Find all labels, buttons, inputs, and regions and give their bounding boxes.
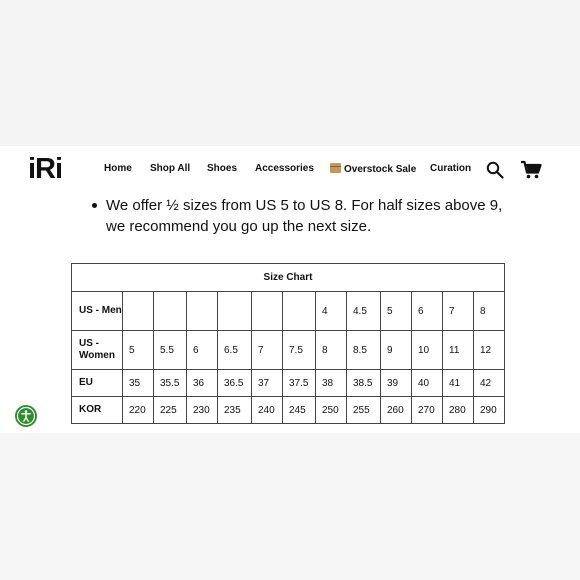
nav-item-accessories[interactable]: Accessories [255,163,314,174]
table-cell [187,292,218,331]
table-cell: 42 [474,370,505,397]
table-cell: 225 [154,397,187,424]
table-cell: 260 [381,397,412,424]
table-cell: 5 [381,292,412,331]
table-cell: 37.5 [283,370,316,397]
table-cell: 7 [443,292,474,331]
table-cell: 250 [316,397,347,424]
table-cell: 6 [412,292,443,331]
row-header-eu: EU [72,370,123,397]
row-header-kor: KOR [72,397,123,424]
table-cell: 36.5 [218,370,252,397]
search-icon[interactable] [486,161,504,179]
table-cell: 4.5 [347,292,381,331]
table-row-kor [72,397,505,424]
table-cell: 8.5 [347,331,381,370]
table-row-us-men [72,292,505,331]
table-row-eu [72,370,505,397]
table-cell: 7 [252,331,283,370]
table-cell: 38.5 [347,370,381,397]
table-cell: 36 [187,370,218,397]
table-cell: 220 [123,397,154,424]
table-cell: 6 [187,331,218,370]
table-cell [252,292,283,331]
table-cell: 38 [316,370,347,397]
bullet-point [92,203,97,208]
package-emoji-icon [330,163,341,173]
table-cell: 270 [412,397,443,424]
table-cell: 35 [123,370,154,397]
table-cell: 40 [412,370,443,397]
table-cell [123,292,154,331]
table-cell: 5.5 [154,331,187,370]
table-cell: 290 [474,397,505,424]
page-panel [0,146,580,433]
table-cell: 6.5 [218,331,252,370]
table-cell: 10 [412,331,443,370]
table-cell: 245 [283,397,316,424]
brand-logo[interactable]: iRi [28,153,63,185]
table-cell: 39 [381,370,412,397]
table-cell: 7.5 [283,331,316,370]
table-cell: 4 [316,292,347,331]
half-size-note: We offer ½ sizes from US 5 to US 8. For half sizes above 9, we recommend you go up the next size. [106,197,503,235]
nav-item-overstock-sale-label: Overstock Sale [344,164,417,175]
row-header-us-men: US - Men [72,292,123,331]
table-cell: 240 [252,397,283,424]
table-cell: 5 [123,331,154,370]
table-cell: 230 [187,397,218,424]
table-cell [218,292,252,331]
cart-icon[interactable] [520,160,542,180]
row-header-us-women: US - Women [72,331,123,370]
top-background [0,0,580,146]
accessibility-icon [15,405,37,427]
table-cell [283,292,316,331]
table-cell: 12 [474,331,505,370]
nav-item-home[interactable]: Home [104,163,132,174]
bottom-background [0,433,580,580]
table-cell: 9 [381,331,412,370]
table-row-us-women [72,331,505,370]
nav-item-shop-all[interactable]: Shop All [150,163,191,174]
nav-item-curation[interactable]: Curation [430,163,472,174]
table-cell: 280 [443,397,474,424]
size-chart-table [71,263,505,424]
nav-item-overstock-sale[interactable] [330,163,416,175]
size-chart-title: Size Chart [72,264,505,292]
nav-item-shoes[interactable]: Shoes [207,163,238,174]
table-cell: 8 [474,292,505,331]
table-cell: 41 [443,370,474,397]
table-cell: 255 [347,397,381,424]
table-cell: 235 [218,397,252,424]
accessibility-button[interactable] [15,405,37,427]
table-cell: 8 [316,331,347,370]
table-cell: 11 [443,331,474,370]
table-cell: 35.5 [154,370,187,397]
table-cell [154,292,187,331]
table-cell: 37 [252,370,283,397]
